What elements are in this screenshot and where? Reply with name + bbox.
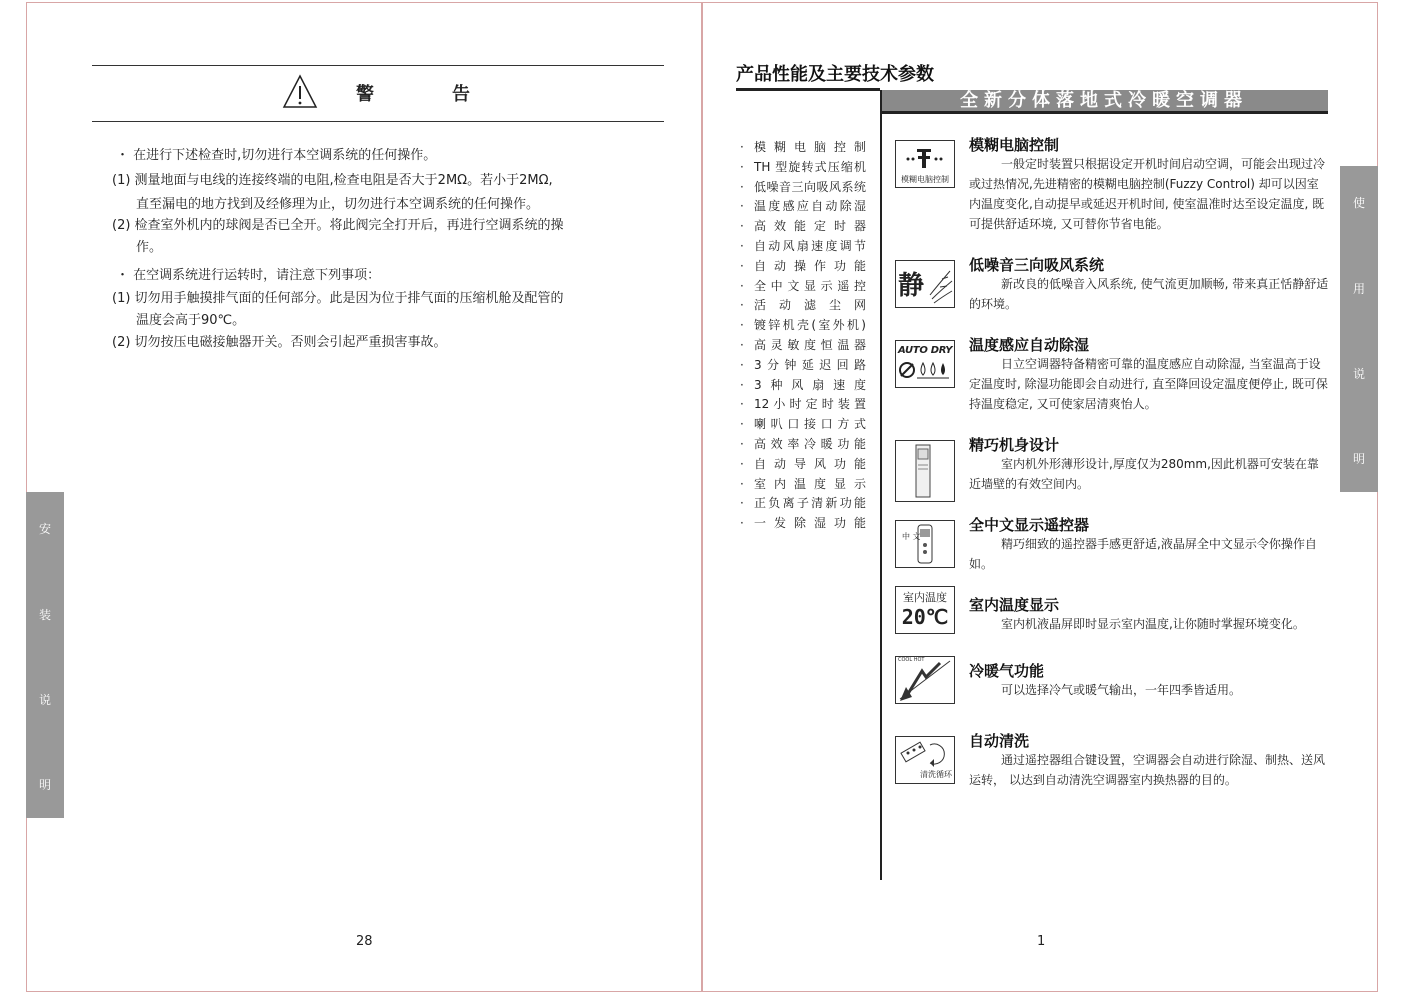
warning-line-5: 作。 bbox=[136, 240, 163, 255]
left-tab-char: 说 bbox=[38, 693, 51, 707]
right-tab-char: 明 bbox=[1352, 452, 1365, 466]
section-body: 一般定时装置只根据设定开机时间启动空调，可能会出现过冷或过热情况,先进精密的模糊电脑控制(Fuzzy Control) 却可以因室内温度变化,自动提早或延迟开机时间, 使室温准时达至设定温度, 既可提供舒适环境, 又可替你节省电能。 bbox=[969, 157, 1326, 231]
feature-item: · 自动操作功能 bbox=[740, 258, 866, 273]
feature-item: · 3分钟延迟回路 bbox=[740, 357, 866, 372]
section-cool-heat bbox=[895, 657, 1335, 700]
warning-line-7: (1) 切勿用手触摸排气面的任何部分。此是因为位于排气面的压缩机舱及配管的 bbox=[112, 291, 564, 306]
right-page-number: 1 bbox=[1037, 934, 1046, 949]
left-page-number: 28 bbox=[356, 934, 373, 949]
section-low-noise bbox=[895, 254, 1335, 324]
right-tab-char: 用 bbox=[1352, 282, 1365, 296]
quiet-icon: 静 bbox=[895, 260, 955, 308]
left-side-tab bbox=[26, 492, 64, 818]
warning-line-4: (2) 检查室外机内的球阀是否已全开。将此阀完全打开后，再进行空调系统的操 bbox=[112, 218, 564, 233]
feature-item: · 全中文显示遥控 bbox=[740, 278, 866, 293]
section-title: 精巧机身设计 bbox=[969, 436, 1060, 454]
section-title: 低噪音三向吸风系统 bbox=[969, 256, 1105, 274]
right-tab-char: 使 bbox=[1352, 196, 1365, 210]
product-banner bbox=[880, 90, 1328, 114]
warning-line-8: 温度会高于90℃。 bbox=[136, 313, 246, 328]
section-title: 温度感应自动除湿 bbox=[969, 336, 1090, 354]
section-body: 室内机液晶屏即时显示室内温度,让你随时掌握环境变化。 bbox=[1001, 617, 1305, 631]
section-body: 日立空调器特备精密可靠的温度感应自动除湿, 当室温高于设定温度时, 除湿功能即会自动进行, 直至降回设定温度便停止, 既可保持温度稳定, 又可使家居清爽怡人。 bbox=[969, 357, 1328, 411]
right-page-heading: 产品性能及主要技术参数 bbox=[736, 64, 934, 85]
section-temp-display bbox=[895, 591, 1335, 634]
feature-item: · 高灵敏度恒温器 bbox=[740, 337, 866, 352]
section-body: 可以选择冷气或暖气输出，一年四季皆适用。 bbox=[1001, 683, 1242, 697]
warning-title: 警 告 bbox=[356, 84, 500, 105]
left-tab-char: 安 bbox=[38, 522, 51, 536]
fuzzy-control-icon: 模糊电脑控制 bbox=[895, 140, 955, 188]
left-tab-char: 装 bbox=[38, 608, 51, 622]
feature-item: · 喇叭口接口方式 bbox=[740, 417, 866, 432]
warning-line-2: (1) 测量地面与电线的连接终端的电阻,检查电阻是否大于2MΩ。若小于2MΩ, bbox=[112, 173, 553, 188]
section-title: 冷暖气功能 bbox=[969, 662, 1045, 680]
cool-hot-icon: COOL HOT bbox=[895, 656, 955, 704]
section-body: 新改良的低噪音入风系统, 使气流更加顺畅, 带来真正恬静舒适的环境。 bbox=[969, 277, 1329, 311]
section-body: 室内机外形薄形设计,厚度仅为280mm,因此机器可安装在靠近墙壁的有效空间内。 bbox=[969, 457, 1319, 491]
section-title: 自动清洗 bbox=[969, 732, 1030, 750]
left-tab-char: 明 bbox=[38, 778, 51, 792]
column-divider bbox=[880, 90, 882, 880]
heading-rule bbox=[736, 88, 880, 91]
indoor-unit-icon bbox=[895, 440, 955, 502]
feature-item: · TH 型旋转式压缩机 bbox=[740, 159, 866, 174]
warning-header bbox=[92, 66, 664, 122]
feature-item: · 活动滤尘网 bbox=[740, 298, 866, 313]
warning-line-6: ・ 在空调系统进行运转时，请注意下列事项： bbox=[116, 268, 381, 283]
section-title: 全中文显示遥控器 bbox=[969, 516, 1090, 534]
warning-line-9: (2) 切勿按压电磁接触器开关。否则会引起严重损害事故。 bbox=[112, 335, 447, 350]
feature-item: · 3种风扇速度 bbox=[740, 377, 866, 392]
section-remote bbox=[895, 514, 1335, 574]
section-auto-clean bbox=[895, 730, 1335, 800]
feature-item: · 温度感应自动除湿 bbox=[740, 199, 866, 214]
feature-list bbox=[740, 138, 866, 534]
feature-item: · 高效率冷暖功能 bbox=[740, 436, 866, 451]
section-title: 室内温度显示 bbox=[969, 596, 1060, 614]
feature-item: · 低噪音三向吸风系统 bbox=[740, 179, 866, 194]
remote-control-icon: 中 文 bbox=[895, 520, 955, 568]
right-side-tab bbox=[1340, 166, 1378, 492]
product-banner-text: 全新分体落地式冷暖空调器 bbox=[960, 90, 1248, 111]
section-body: 精巧细致的遥控器手感更舒适,液晶屏全中文显示令你操作自如。 bbox=[969, 537, 1317, 571]
clean-cycle-icon: 清洗循环 bbox=[895, 736, 955, 784]
feature-item: · 室内温度显示 bbox=[740, 476, 866, 491]
temp-display-icon: 室内温度 20℃ bbox=[895, 586, 955, 634]
section-body: 通过遥控器组合键设置，空调器会自动进行除湿、制热、送风运转， 以达到自动清洗空调器室内换热器的目的。 bbox=[969, 753, 1326, 787]
feature-item: · 一发除湿功能 bbox=[740, 516, 866, 531]
feature-item: · 镀锌机壳(室外机) bbox=[740, 318, 866, 333]
right-tab-char: 说 bbox=[1352, 367, 1365, 381]
section-fuzzy-control bbox=[895, 134, 1335, 234]
warning-triangle-icon bbox=[282, 74, 318, 110]
feature-item: · 自动导风功能 bbox=[740, 456, 866, 471]
section-slim-design bbox=[895, 434, 1335, 494]
feature-item: · 自动风扇速度调节 bbox=[740, 238, 866, 253]
warning-line-1: ・ 在进行下述检查时,切勿进行本空调系统的任何操作。 bbox=[116, 148, 437, 163]
section-auto-dry bbox=[895, 334, 1335, 414]
feature-item: · 模糊电脑控制 bbox=[740, 140, 866, 154]
auto-dry-icon: AUTO DRY bbox=[895, 340, 955, 388]
warning-bottom-rule bbox=[92, 121, 664, 122]
feature-item: · 高效能定时器 bbox=[740, 219, 866, 234]
feature-item: · 正负离子清新功能 bbox=[740, 496, 866, 511]
feature-item: · 12小时定时装置 bbox=[740, 397, 866, 412]
warning-line-3: 直至漏电的地方找到及经修理为止，切勿进行本空调系统的任何操作。 bbox=[136, 197, 540, 212]
section-title: 模糊电脑控制 bbox=[969, 136, 1060, 154]
